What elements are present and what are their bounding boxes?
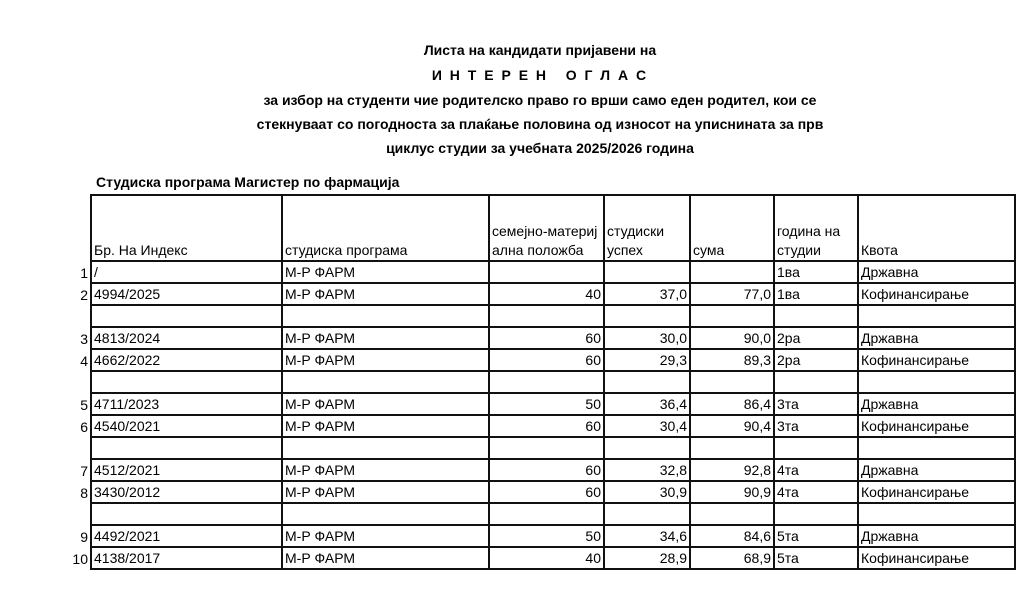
cell-program: М-Р ФАРМ — [282, 349, 489, 371]
cell-quota: Кофинансирање — [858, 349, 1015, 371]
cell-success: 30,4 — [604, 415, 690, 437]
row-number — [40, 305, 91, 327]
table-row — [40, 525, 1015, 547]
cell-index — [91, 305, 282, 327]
cell-success — [604, 305, 690, 327]
row-number — [40, 371, 91, 393]
cell-sum: 90,4 — [690, 415, 774, 437]
cell-quota: Државна — [858, 525, 1015, 547]
cell-quota: Државна — [858, 261, 1015, 283]
cell-year: 2ра — [774, 327, 858, 349]
cell-index: 4540/2021 — [91, 415, 282, 437]
cell-success: 30,0 — [604, 327, 690, 349]
cell-success: 30,9 — [604, 481, 690, 503]
cell-family: 40 — [489, 547, 604, 569]
cell-sum — [690, 437, 774, 459]
cell-year: 4та — [774, 481, 858, 503]
cell-family: 60 — [489, 481, 604, 503]
cell-index: / — [91, 261, 282, 283]
spacer-row — [40, 437, 1015, 459]
cell-program: М-Р ФАРМ — [282, 525, 489, 547]
cell-quota: Државна — [858, 459, 1015, 481]
cell-sum — [690, 261, 774, 283]
table-row — [40, 459, 1015, 481]
table-row — [40, 349, 1015, 371]
cell-program: М-Р ФАРМ — [282, 327, 489, 349]
cell-sum: 90,0 — [690, 327, 774, 349]
cell-year — [774, 305, 858, 327]
cell-quota — [858, 305, 1015, 327]
cell-sum — [690, 503, 774, 525]
cell-quota — [858, 371, 1015, 393]
title-line-2: И Н Т Е Р Е Н О Г Л А С — [431, 67, 649, 83]
table-row — [40, 415, 1015, 437]
cell-success: 29,3 — [604, 349, 690, 371]
cell-success: 32,8 — [604, 459, 690, 481]
row-number: 5 — [40, 393, 91, 415]
cell-program: М-Р ФАРМ — [282, 393, 489, 415]
cell-quota — [858, 437, 1015, 459]
title-line-4: стекнуваат со погодноста за плаќање половина од износот на уписнината за прв — [256, 116, 824, 132]
cell-success: 28,9 — [604, 547, 690, 569]
cell-program: М-Р ФАРМ — [282, 261, 489, 283]
cell-quota: Кофинансирање — [858, 415, 1015, 437]
program-subtitle: Студиска програма Магистер по фармација — [96, 174, 400, 190]
table-header — [40, 195, 1015, 261]
cell-family: 60 — [489, 327, 604, 349]
cell-success — [604, 371, 690, 393]
row-number: 3 — [40, 327, 91, 349]
cell-index: 4492/2021 — [91, 525, 282, 547]
header-quota: Квота — [858, 195, 1015, 261]
header-sum: сума — [690, 195, 774, 261]
cell-sum: 84,6 — [690, 525, 774, 547]
cell-program: М-Р ФАРМ — [282, 547, 489, 569]
cell-sum: 90,9 — [690, 481, 774, 503]
header-success: студиски успех — [604, 195, 690, 261]
row-number — [40, 437, 91, 459]
row-number — [40, 503, 91, 525]
cell-success: 34,6 — [604, 525, 690, 547]
cell-year — [774, 437, 858, 459]
cell-family: 40 — [489, 283, 604, 305]
header-index: Бр. На Индекс — [91, 195, 282, 261]
cell-sum: 68,9 — [690, 547, 774, 569]
cell-family — [489, 437, 604, 459]
row-number: 4 — [40, 349, 91, 371]
row-number: 1 — [40, 261, 91, 283]
table-row — [40, 393, 1015, 415]
header-family: семејно-материјална положба — [489, 195, 604, 261]
cell-family: 50 — [489, 393, 604, 415]
cell-year: 1ва — [774, 283, 858, 305]
cell-family — [489, 371, 604, 393]
header-number — [40, 195, 91, 261]
cell-program: М-Р ФАРМ — [282, 283, 489, 305]
cell-success — [604, 503, 690, 525]
row-number: 2 — [40, 283, 91, 305]
cell-year: 5та — [774, 525, 858, 547]
cell-index: 4138/2017 — [91, 547, 282, 569]
cell-quota: Државна — [858, 327, 1015, 349]
cell-index: 4813/2024 — [91, 327, 282, 349]
cell-family: 60 — [489, 349, 604, 371]
cell-success: 37,0 — [604, 283, 690, 305]
row-number: 8 — [40, 481, 91, 503]
cell-year: 1ва — [774, 261, 858, 283]
cell-quota: Кофинансирање — [858, 283, 1015, 305]
table-row — [40, 327, 1015, 349]
cell-family — [489, 305, 604, 327]
title-line-1: Листа на кандидати пријавени на — [423, 42, 657, 58]
cell-sum: 89,3 — [690, 349, 774, 371]
row-number: 6 — [40, 415, 91, 437]
row-number: 10 — [40, 547, 91, 569]
cell-index: 4662/2022 — [91, 349, 282, 371]
cell-index — [91, 371, 282, 393]
cell-program — [282, 371, 489, 393]
header-year: година на студии — [774, 195, 858, 261]
cell-program: М-Р ФАРМ — [282, 481, 489, 503]
cell-quota: Кофинансирање — [858, 547, 1015, 569]
title-line-3: за избор на студенти чие родителско право го врши само еден родител, кои се — [263, 92, 817, 108]
spacer-row — [40, 371, 1015, 393]
cell-quota: Кофинансирање — [858, 481, 1015, 503]
cell-program: М-Р ФАРМ — [282, 415, 489, 437]
cell-quota: Државна — [858, 393, 1015, 415]
candidates-table — [40, 194, 1016, 570]
spacer-row — [40, 305, 1015, 327]
cell-success: 36,4 — [604, 393, 690, 415]
cell-index: 4512/2021 — [91, 459, 282, 481]
table-row — [40, 261, 1015, 283]
cell-family — [489, 503, 604, 525]
cell-program — [282, 305, 489, 327]
cell-index: 4711/2023 — [91, 393, 282, 415]
cell-success — [604, 261, 690, 283]
cell-program: М-Р ФАРМ — [282, 459, 489, 481]
cell-family: 60 — [489, 459, 604, 481]
row-number: 7 — [40, 459, 91, 481]
cell-sum: 77,0 — [690, 283, 774, 305]
cell-year: 4та — [774, 459, 858, 481]
header-program: студиска програма — [282, 195, 489, 261]
cell-quota — [858, 503, 1015, 525]
title-line-5: циклус студии за учебната 2025/2026 година — [386, 140, 694, 156]
cell-program — [282, 437, 489, 459]
cell-sum: 92,8 — [690, 459, 774, 481]
cell-year — [774, 371, 858, 393]
cell-sum — [690, 305, 774, 327]
table-row — [40, 481, 1015, 503]
table-row — [40, 547, 1015, 569]
cell-family: 60 — [489, 415, 604, 437]
cell-index — [91, 503, 282, 525]
cell-program — [282, 503, 489, 525]
cell-family: 50 — [489, 525, 604, 547]
cell-year: 2ра — [774, 349, 858, 371]
spacer-row — [40, 503, 1015, 525]
cell-index: 4994/2025 — [91, 283, 282, 305]
cell-year — [774, 503, 858, 525]
cell-family — [489, 261, 604, 283]
cell-index — [91, 437, 282, 459]
cell-year: 3та — [774, 393, 858, 415]
cell-sum — [690, 371, 774, 393]
cell-year: 5та — [774, 547, 858, 569]
row-number: 9 — [40, 525, 91, 547]
cell-success — [604, 437, 690, 459]
cell-index: 3430/2012 — [91, 481, 282, 503]
cell-year: 3та — [774, 415, 858, 437]
cell-sum: 86,4 — [690, 393, 774, 415]
table-row — [40, 283, 1015, 305]
